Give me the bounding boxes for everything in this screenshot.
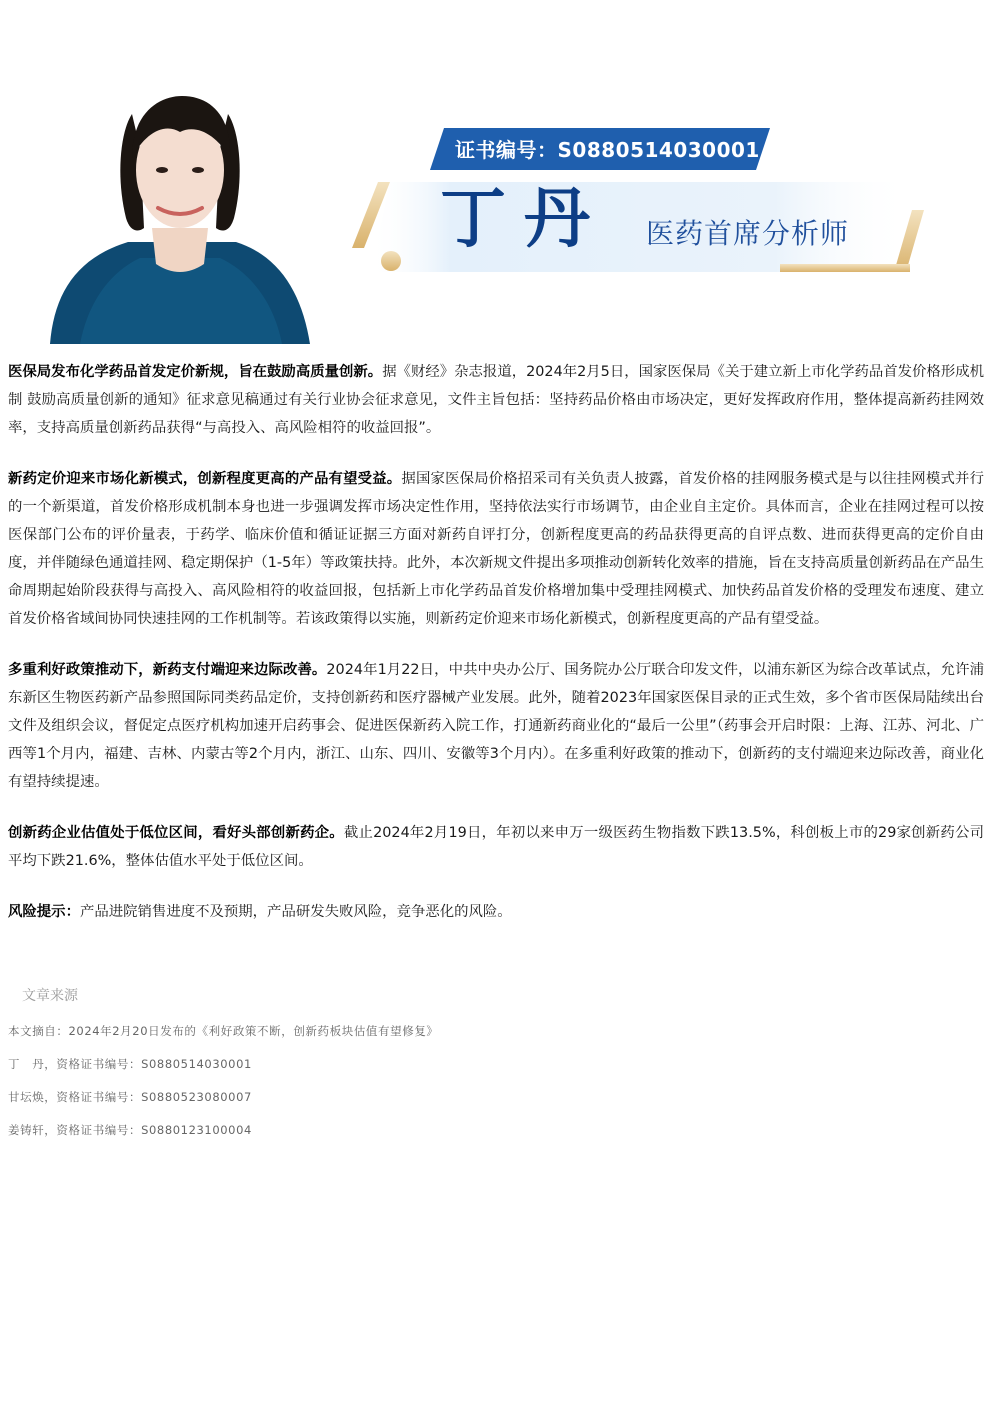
paragraph-text: 据国家医保局价格招采司有关负责人披露，首发价格的挂网服务模式是与以往挂网模式并行的一个新渠道，首发价格形成机制本身也进一步强调发挥市场决定性作用，坚持依法实行市场调节，由企业自主定价。具体而言，企业在挂网过程可以按医保部门公布的评价量表，于药学、临床价值和循证证据三方面对新药自评打分，创新程度更高的药品获得更高的自评点数、进而获得更高的定价自由度，并伴随绿色通道挂网、稳定期保护（1-5年）等政策扶持。此外，本次新规文件提出多项推动创新转化效率的措施，旨在支持高质量创新药品在产品生命周期起始阶段获得与高投入、高风险相符的收益回报，包括新上市化学药品首发价格增加集中受理挂网模式、加快药品首发价格的受理发布速度、建立首发价格省域间协同快速挂网的工作机制等。若该政策得以实施，则新药定价迎来市场化新模式，创新程度更高的产品有望受益。: [8, 471, 984, 627]
source-author: 姜铸轩，资格证书编号：S0880123100004: [8, 1123, 252, 1137]
paragraph-risk: [8, 898, 984, 926]
paragraph-lead: 多重利好政策推动下，新药支付端迎来边际改善。: [8, 662, 327, 678]
analyst-title: 医药首席分析师: [646, 217, 850, 250]
paragraph-lead: 风险提示：: [8, 904, 80, 920]
source-heading: 文章来源: [22, 988, 78, 1004]
paragraph-pricing: [8, 465, 984, 633]
paragraph-policy: [8, 358, 984, 442]
paragraph-payment: [8, 656, 984, 796]
article-body: [8, 358, 984, 949]
paragraph-text: 据《财经》杂志报道，2024年2月5日，国家医保局《关于建立新上市化学药品首发价格形成机制 鼓励高质量创新的通知》征求意见稿通过有关行业协会征求意见，文件主旨包括：坚持药品价格由市场决定，更好发挥政府作用，整体提高新药挂网效率，支持高质量创新药品获得“与高投入、高风险相符的收益回报”。: [8, 364, 984, 436]
analyst-name: 丁丹: [440, 179, 608, 257]
paragraph-text: 截止2024年2月19日，年初以来申万一级医药生物指数下跌13.5%，科创板上市的29家创新药公司平均下跌21.6%，整体估值水平处于低位区间。: [8, 825, 984, 869]
paragraph-lead: 新药定价迎来市场化新模式，创新程度更高的产品有望受益。: [8, 471, 402, 487]
paragraph-text: 2024年1月22日，中共中央办公厅、国务院办公厅联合印发文件，以浦东新区为综合改革试点，允许浦东新区生物医药新产品参照国际同类药品定价，支持创新药和医疗器械产业发展。此外，随着2023年国家医保目录的正式生效，多个省市医保局陆续出台文件及组织会议，督促定点医疗机构加速开启药事会、促进医保新药入院工作，打通新药商业化的“最后一公里”（药事会开启时限：上海、江苏、河北、广西等1个月内，福建、吉林、内蒙古等2个月内，浙江、山东、四川、安徽等3个月内）。在多重利好政策的推动下，创新药的支付端迎来边际改善，商业化有望持续提速。: [8, 662, 984, 790]
source-author: 丁 丹，资格证书编号：S0880514030001: [8, 1057, 252, 1071]
paragraph-lead: 创新药企业估值处于低位区间，看好头部创新药企。: [8, 825, 344, 841]
analyst-portrait: [40, 88, 320, 344]
paragraph-text: 产品进院销售进度不及预期，产品研发失败风险，竞争恶化的风险。: [79, 904, 512, 920]
source-excerpt: 本文摘自：2024年2月20日发布的《利好政策不断，创新药板块估值有望修复》: [8, 1024, 439, 1038]
analyst-header: [0, 0, 992, 345]
paragraph-valuation: [8, 819, 984, 875]
source-author: 甘坛焕，资格证书编号：S0880523080007: [8, 1090, 252, 1104]
paragraph-lead: 医保局发布化学药品首发定价新规，旨在鼓励高质量创新。: [8, 364, 383, 380]
certificate-number: 证书编号：S0880514030001: [455, 138, 760, 162]
